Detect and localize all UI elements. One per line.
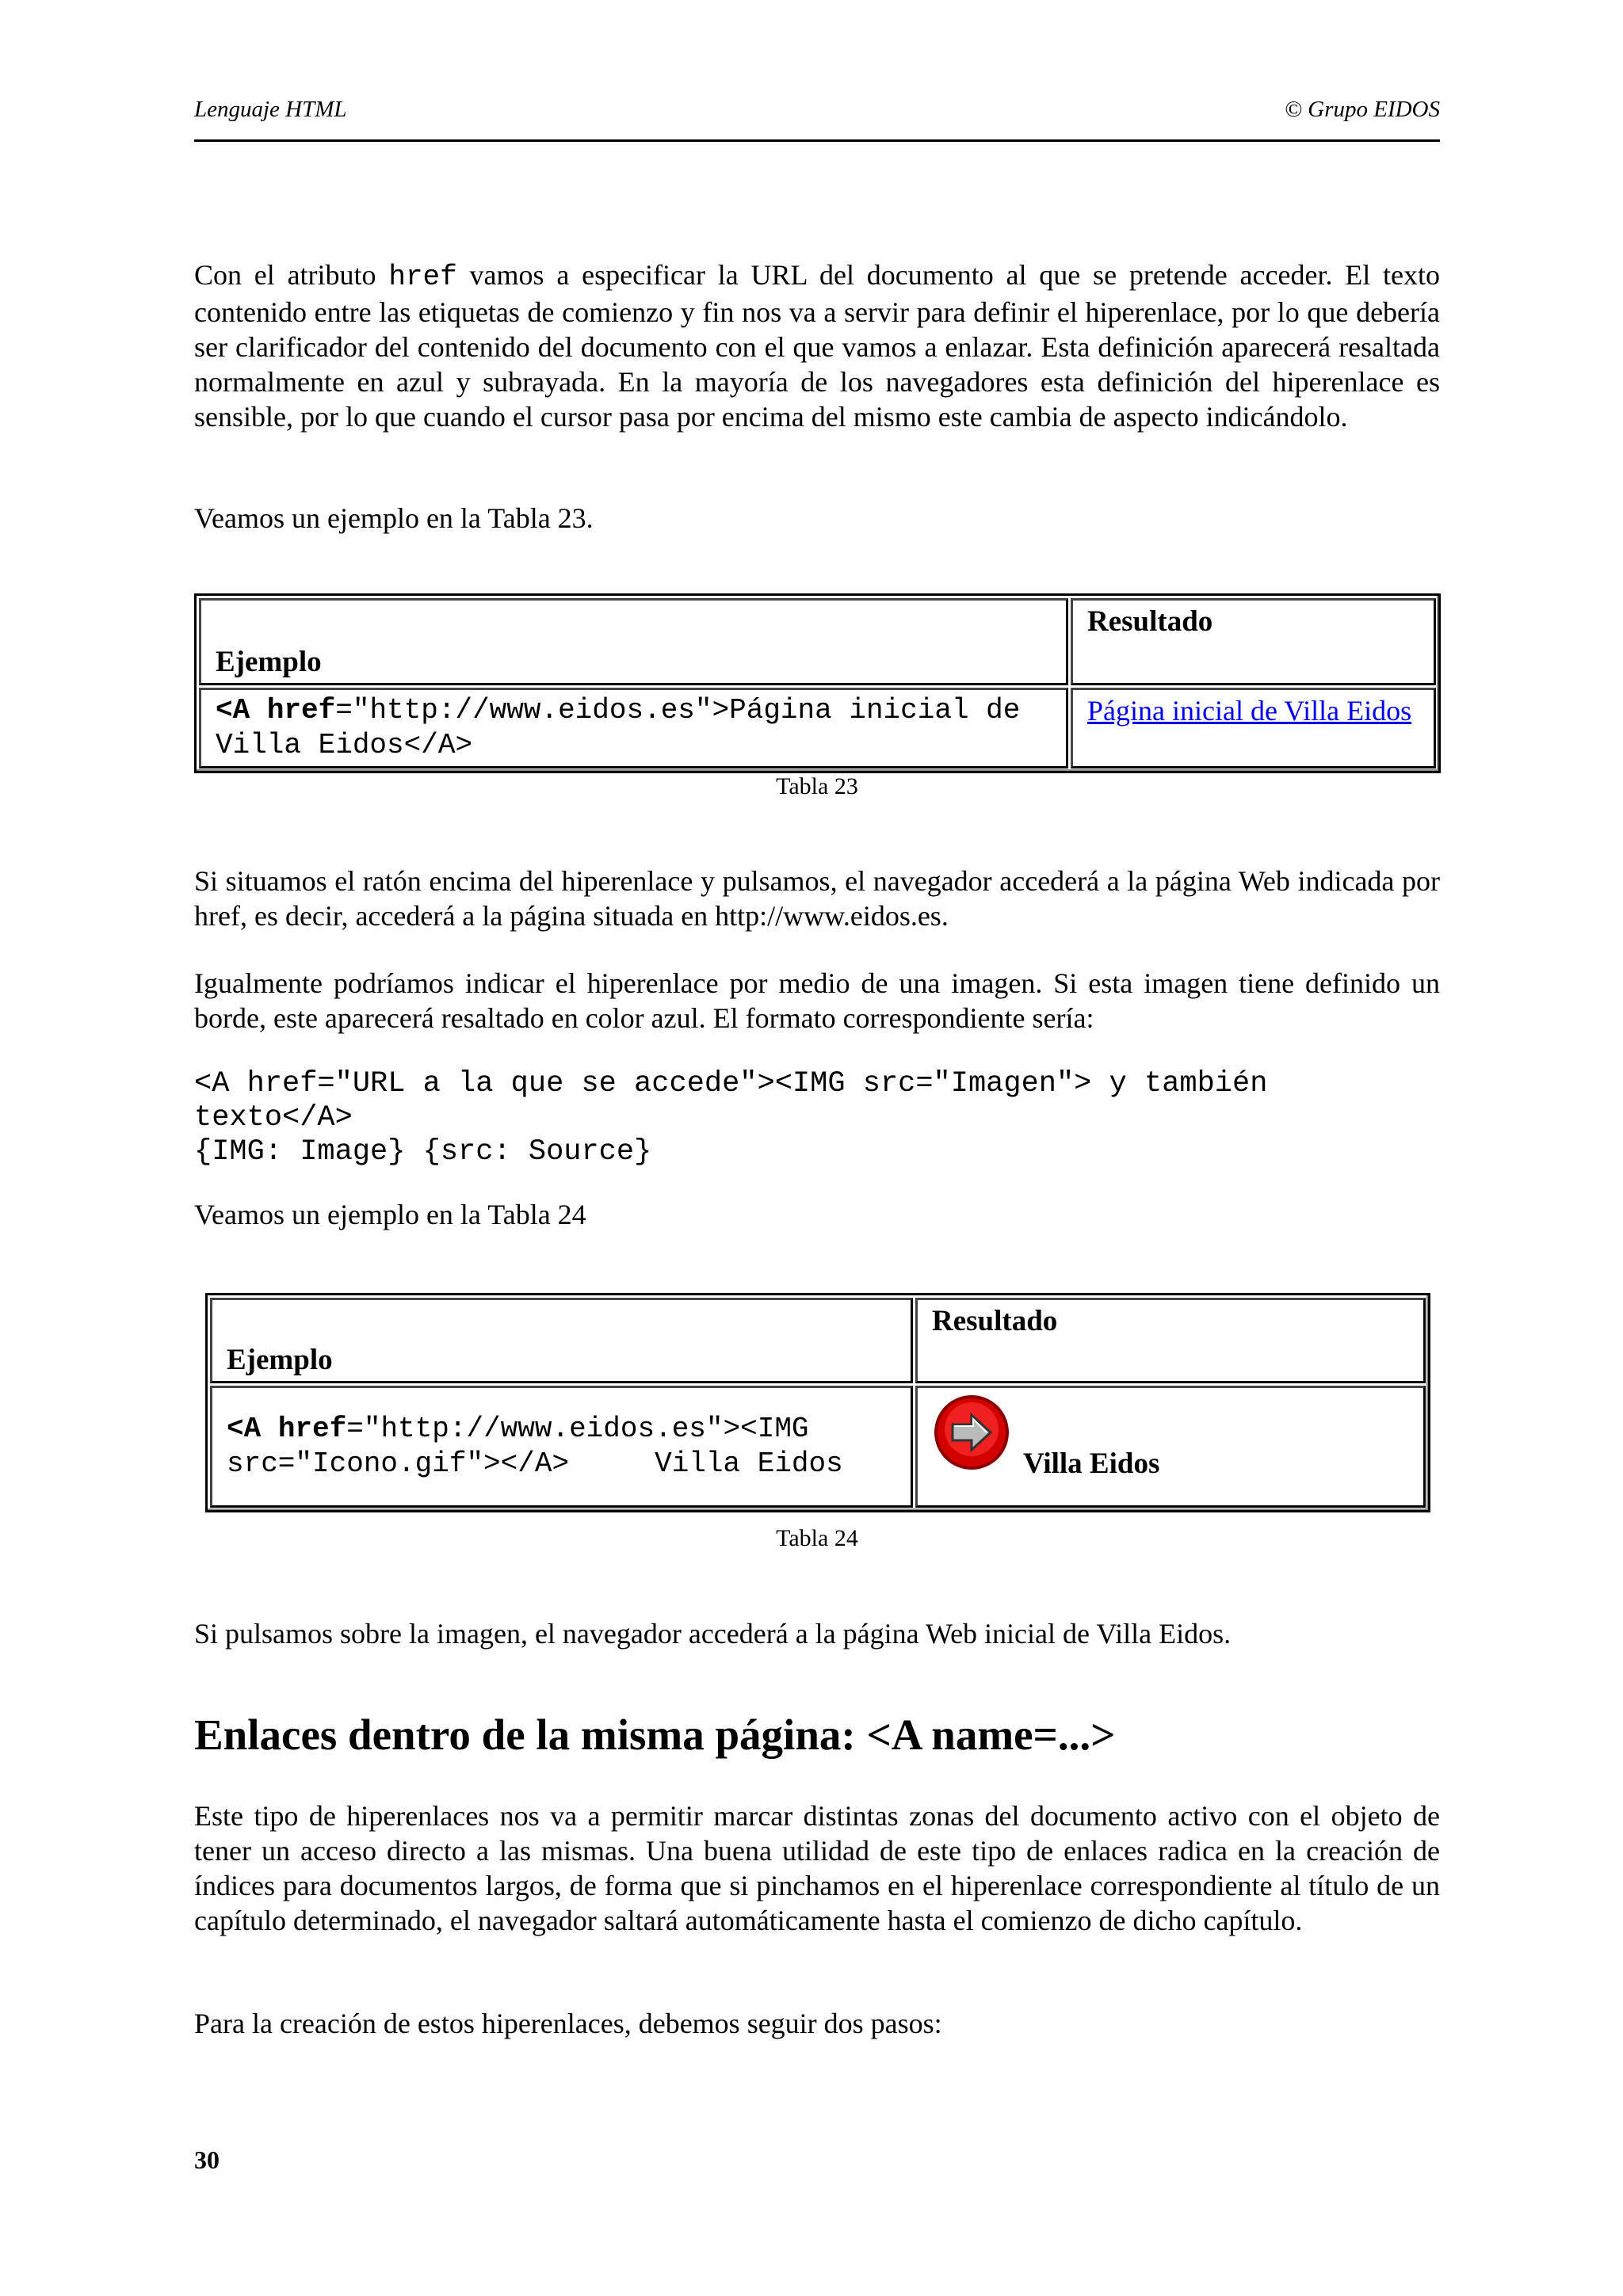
code-rest: ="http://www.eidos.es">Página inicial de Villa Eidos</A> <box>216 694 1021 761</box>
header-title: Lenguaje HTML <box>194 97 347 122</box>
paragraph-steps: Para la creación de estos hiperenlaces, debemos seguir dos pasos: <box>194 2008 942 2039</box>
header-resultado <box>1071 598 1436 685</box>
paragraph-href-description <box>194 257 1440 434</box>
paragraph-example-24: Veamos un ejemplo en la Tabla 24 <box>194 1199 586 1230</box>
resultado-label: Resultado <box>1087 605 1213 638</box>
code-line-3: {IMG: Image} {src: Source} <box>194 1135 652 1169</box>
code-tag-open: <A <box>216 694 267 727</box>
code-tag-open: <A <box>227 1413 278 1445</box>
p1-text-start: Con el atributo <box>194 259 389 291</box>
paragraph-image-link: Igualmente podríamos indicar el hiperenlace por medio de una imagen. Si esta imagen tiene definido un borde, este aparecerá resaltado en color azul. El formato correspondiente sería: <box>194 967 1440 1034</box>
header-resultado <box>915 1298 1426 1383</box>
table-row <box>199 688 1436 769</box>
code-attr: href <box>277 1413 347 1445</box>
caption-tabla-24: Tabla 24 <box>776 1525 858 1551</box>
header-ejemplo <box>210 1298 913 1383</box>
ejemplo-label: Ejemplo <box>227 1344 333 1376</box>
caption-tabla-23: Tabla 23 <box>776 773 858 799</box>
table-row <box>210 1386 1426 1508</box>
code-line-2: texto</A> <box>194 1101 353 1135</box>
villa-eidos-link[interactable]: Página inicial de Villa Eidos <box>1087 695 1412 727</box>
table-header-row <box>199 598 1436 685</box>
page-number: 30 <box>194 2145 220 2174</box>
paragraph-example-23: Veamos un ejemplo en la Tabla 23. <box>194 502 594 534</box>
table-23 <box>194 593 1441 773</box>
paragraph-anchors: Este tipo de hiperenlaces nos va a permitir marcar distintas zonas del documento activo con el objeto de tener un acceso directo a las mismas. Una buena utilidad de este tipo de enlaces radica en la creación de índices para documentos largos, de forma que si pinchamos en el hiperenlace correspondiente al título de un capítulo determinado, el navegador saltará automáticamente hasta el comienzo de dicho capítulo. <box>194 1800 1440 1936</box>
result-cell <box>1071 688 1436 769</box>
table-24 <box>205 1293 1430 1512</box>
table-header-row <box>210 1298 1426 1383</box>
code-line-1: <A href="URL a la que se accede"><IMG src="Imagen"> y también <box>194 1067 1268 1100</box>
href-code: href <box>388 261 457 293</box>
header-ejemplo <box>199 598 1068 685</box>
header-copyright: © Grupo EIDOS <box>1284 97 1440 122</box>
result-cell <box>915 1386 1426 1508</box>
page-header <box>194 93 1440 142</box>
paragraph-click-link: Si situamos el ratón encima del hiperenlace y pulsamos, el navegador accederá a la página Web indicada por href, es decir, accederá a la página situada en http://www.eidos.es. <box>194 865 1440 932</box>
paragraph-click-image: Si pulsamos sobre la imagen, el navegador accederá a la página Web inicial de Villa Eidos. <box>194 1618 1232 1650</box>
section-heading: Enlaces dentro de la misma página: <A name=...> <box>194 1711 1116 1759</box>
p1-text-rest: vamos a especificar la URL del documento al que se pretende acceder. El texto contenido entre las etiquetas de comienzo y fin nos va a servir para definir el hiperenlace, por lo que debería ser clarificador del contenido del documento con el que vamos a enlazar. Esta definición aparecerá resaltada normalmente en azul y subrayada. En la mayoría de los navegadores esta definición del hiperenlace es sensible, por lo que cuando el cursor pasa por encima del mismo este cambia de aspecto indicándolo. <box>194 259 1440 433</box>
resultado-label: Resultado <box>932 1305 1058 1337</box>
code-rest: ="http://www.eidos.es"><IMG src="Icono.gif"></A> Villa Eidos <box>227 1413 843 1480</box>
villa-eidos-label: Villa Eidos <box>1023 1447 1160 1480</box>
arrow-right-icon[interactable] <box>932 1393 1011 1472</box>
code-attr: href <box>266 694 336 727</box>
example-code-cell <box>210 1386 913 1508</box>
ejemplo-label: Ejemplo <box>216 646 322 678</box>
example-code-cell <box>199 688 1068 769</box>
